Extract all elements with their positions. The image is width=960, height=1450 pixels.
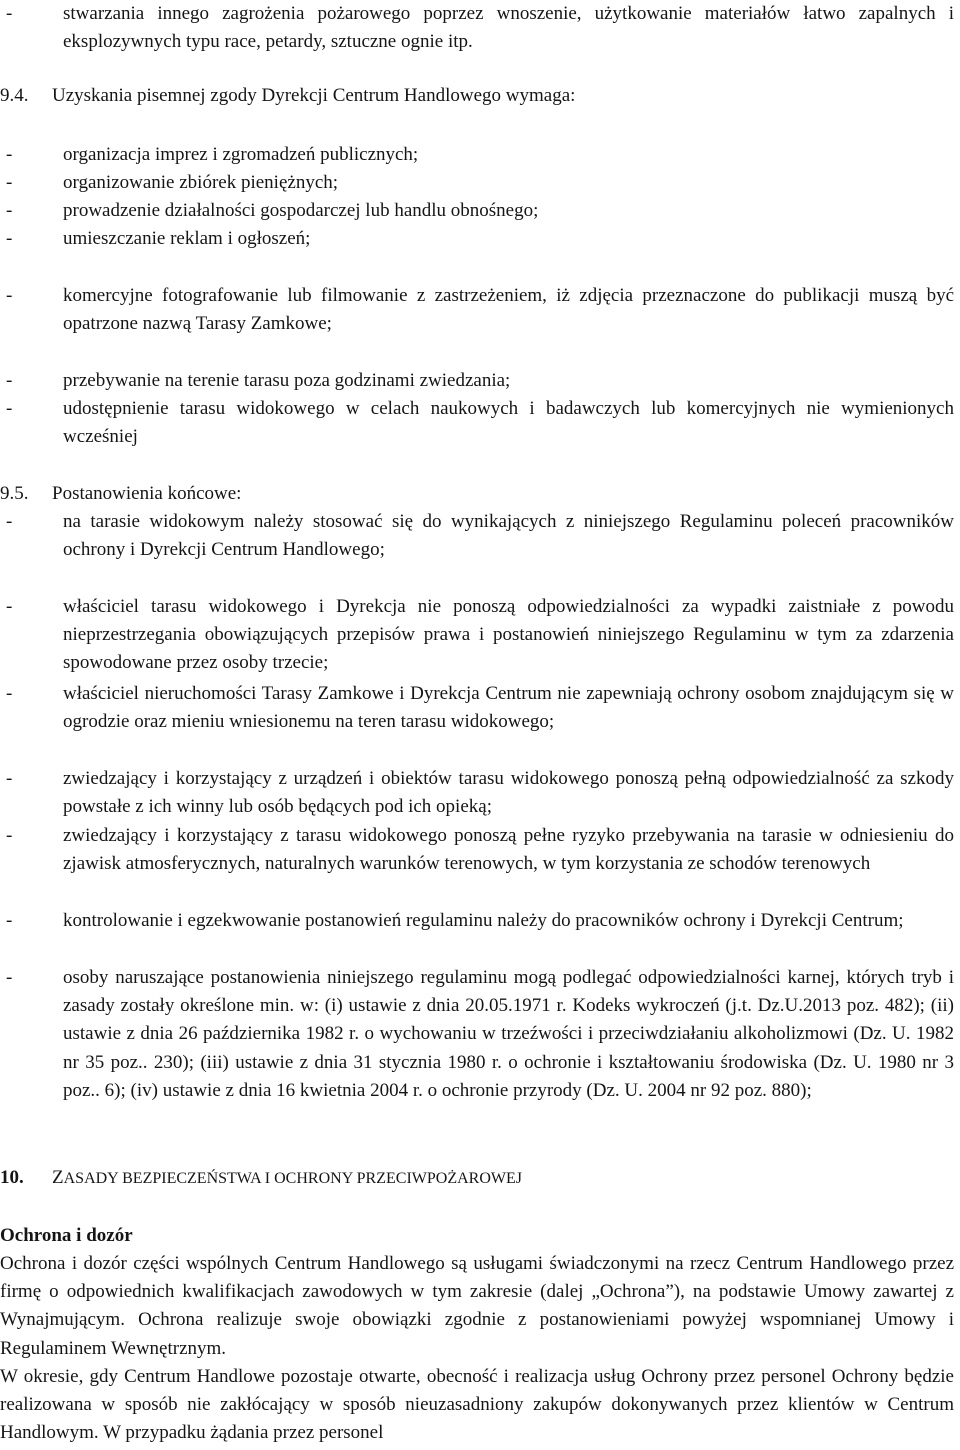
list-item-text: zwiedzający i korzystający z tarasu widokowego ponoszą pełne ryzyko przebywania na tarasie w odniesieniu do zjawisk atmosferycznych, naturalnych warunków terenowych, w tym korzystania ze schodów terenowych xyxy=(63,825,954,875)
paragraph: W okresie, gdy Centrum Handlowe pozostaje otwarte, obecność i realizacja usług Ochrony przez personel Ochrony będzie realizowana w sposób nie zakłócający w sposób nieuzasadniony zakupów dokonywanych przez klientów w Centrum Handlowym. W przypadku żądania przez personel xyxy=(0,1366,954,1444)
list-item-text: umieszczanie reklam i ogłoszeń; xyxy=(63,228,311,249)
list-dash: - xyxy=(6,683,13,704)
section-number: 10. xyxy=(0,1167,24,1188)
section-9-4-heading xyxy=(0,82,954,110)
list-item-text: organizacja imprez i zgromadzeń publicznych; xyxy=(63,144,419,165)
section-title-initial: Z xyxy=(52,1167,64,1188)
paragraph: Ochrona i dozór części wspólnych Centrum Handlowego są usługami świadczonymi na rzecz Centrum Handlowego przez firmę o odpowiednich kwalifikacjach zawodowych w tym zakresie (dalej „Ochrona”), na podstawie Umowy zawartej z Wynajmującym. Ochrona realizuje swoje obowiązki zgodnie z postanowieniami powyżej wspomnianej Umowy i Regulaminem Wewnętrznym. xyxy=(0,1253,954,1359)
list-dash: - xyxy=(6,285,13,306)
list-item-text: kontrolowanie i egzekwowanie postanowień regulaminu należy do pracowników ochrony i Dyrekcji Centrum; xyxy=(63,910,904,931)
subsection-heading: Ochrona i dozór xyxy=(0,1225,133,1246)
list-item-text: na tarasie widokowym należy stosować się do wynikających z niniejszego Regulaminu poleceń pracowników ochrony i Dyrekcji Centrum Handlowego; xyxy=(63,511,954,561)
list-item-text: właściciel tarasu widokowego i Dyrekcja nie ponoszą odpowiedzialności za wypadki zaistniałe z powodu nieprzestrzegania obowiązujących przepisów prawa i postanowień niniejszego Regulaminu w tym za zdarzenia spowodowane przez osoby trzecie; xyxy=(63,596,954,674)
section-number: 9.4. xyxy=(0,85,29,106)
list-dash: - xyxy=(6,144,13,165)
list-item-text: prowadzenie działalności gospodarczej lub handlu obnośnego; xyxy=(63,200,539,221)
list-dash: - xyxy=(6,370,13,391)
list-dash: - xyxy=(6,200,13,221)
list-dash: - xyxy=(6,967,13,988)
section-heading-text: Postanowienia końcowe: xyxy=(52,483,242,504)
section-number: 9.5. xyxy=(0,483,29,504)
list-item-text: udostępnienie tarasu widokowego w celach naukowych i badawczych lub komercyjnych nie wymienionych wcześniej xyxy=(63,398,954,448)
section-heading-text: Uzyskania pisemnej zgody Dyrekcji Centrum Handlowego wymaga: xyxy=(52,85,576,106)
list-dash: - xyxy=(6,825,13,846)
list-item-text: przebywanie na terenie tarasu poza godzinami zwiedzania; xyxy=(63,370,511,391)
list-dash: - xyxy=(6,511,13,532)
list-dash: - xyxy=(6,910,13,931)
list-item-text: osoby naruszające postanowienia niniejszego regulaminu mogą podlegać odpowiedzialności karnej, których tryb i zasady zostały określone min. w: (i) ustawie z dnia 20.05.1971 r. Kodeks wykroczeń (j.t. Dz.U.2013 poz. 482); (ii) ustawie z dnia 26 października 1982 r. o wychowaniu w trzeźwości i przeciwdziałaniu alkoholizmowi (Dz. U. 1982 nr 35 poz.. 230); (iii) ustawie z dnia 31 stycznia 1980 r. o ochronie i kształtowaniu środowiska (Dz. U. 1980 nr 3 poz.. 6); (iv) ustawie z dnia 16 kwietnia 2004 r. o ochronie przyrody (Dz. U. 2004 nr 92 poz. 880); xyxy=(63,967,954,1101)
list-item-text: komercyjne fotografowanie lub filmowanie z zastrzeżeniem, iż zdjęcia przeznaczone do publikacji muszą być opatrzone nazwą Tarasy Zamkowe; xyxy=(63,285,954,335)
section-title xyxy=(52,1167,522,1188)
list-item-text: organizowanie zbiórek pieniężnych; xyxy=(63,172,339,193)
list-item-text: stwarzania innego zagrożenia pożarowego poprzez wnoszenie, użytkowanie materiałów łatwo zapalnych i eksplozywnych typu race, petardy, sztuczne ognie itp. xyxy=(63,3,954,53)
list-item-text: właściciel nieruchomości Tarasy Zamkowe i Dyrekcja Centrum nie zapewniają ochrony osobom znajdującym się w ogrodzie oraz mieniu wniesionemu na teren tarasu widokowego; xyxy=(63,683,954,733)
section-title-rest: ASADY BEZPIECZEŃSTWA I OCHRONY PRZECIWPOŻAROWEJ xyxy=(63,1170,522,1187)
list-dash: - xyxy=(6,768,13,789)
section-9-5-heading xyxy=(0,480,954,508)
list-item-text: zwiedzający i korzystający z urządzeń i obiektów tarasu widokowego ponoszą pełną odpowiedzialność za szkody powstałe z ich winny lub osób będących pod ich opieką; xyxy=(63,768,954,818)
list-dash: - xyxy=(6,596,13,617)
list-dash: - xyxy=(6,172,13,193)
list-dash: - xyxy=(6,398,13,419)
list-dash: - xyxy=(6,3,13,24)
list-dash: - xyxy=(6,228,13,249)
section-10-heading xyxy=(0,1164,954,1193)
